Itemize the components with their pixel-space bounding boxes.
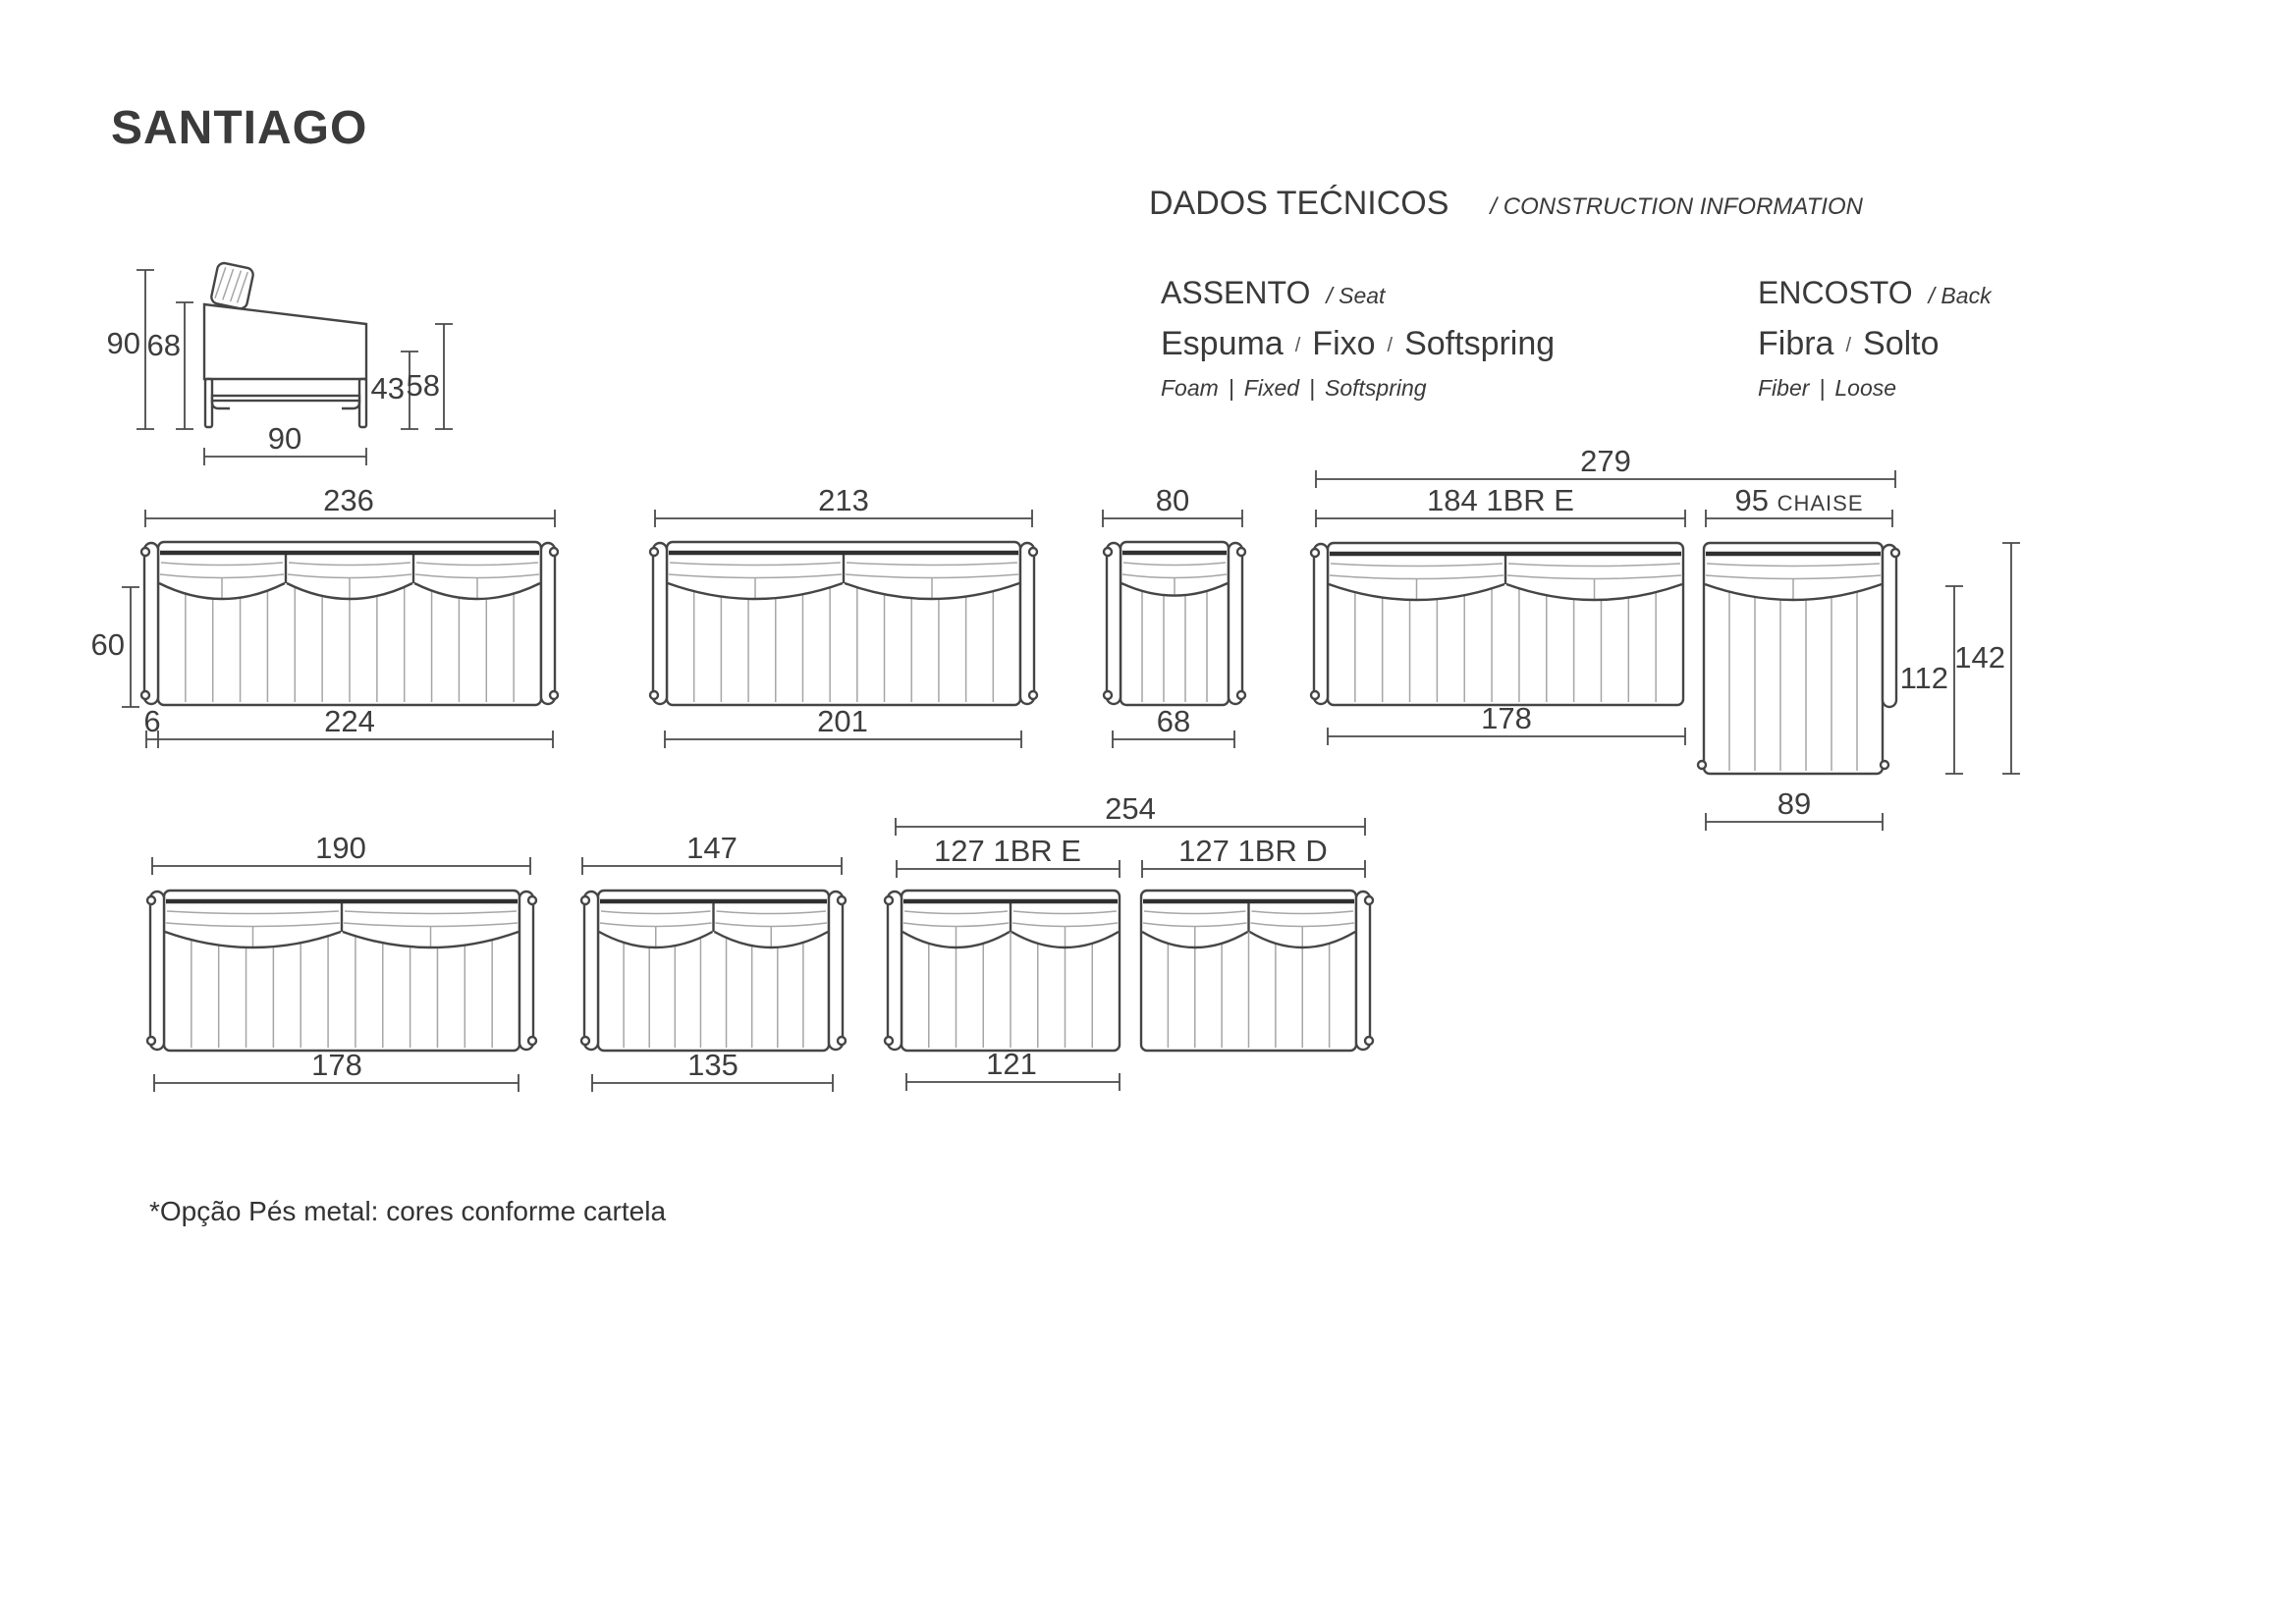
chaise-combo-drawing (1296, 447, 2062, 869)
module-80-drawing (1075, 486, 1272, 771)
diagram-sofa-147 (550, 835, 884, 1124)
dim-label: 190 (315, 835, 366, 865)
leg-dot (650, 691, 658, 699)
dim-label: 90 (106, 326, 140, 361)
dim-label: 80 (1155, 486, 1190, 517)
dim-label: 201 (817, 704, 868, 738)
option-value: Softspring (1325, 375, 1427, 401)
dim-label: 43 (370, 371, 405, 406)
leg-dot (1698, 761, 1706, 769)
dim-label: 254 (1105, 791, 1156, 826)
option-value: Solto (1863, 325, 1940, 362)
leg-dot (1029, 691, 1037, 699)
pair-127-drawing (874, 781, 1394, 1124)
leg-dot (650, 548, 658, 556)
arm-right (1356, 892, 1370, 1050)
diagram-sofa-236 (83, 486, 594, 776)
option-value: Fibra (1758, 325, 1834, 362)
option-separator: | (1819, 375, 1826, 401)
option-value: Fiber (1758, 375, 1810, 401)
option-separator: / (1294, 335, 1301, 356)
arm-left (1107, 543, 1121, 704)
base-rail (212, 396, 359, 401)
arm-left (1314, 544, 1328, 704)
dim-label: 68 (1156, 704, 1191, 738)
dim-label: 127 1BR E (934, 834, 1081, 868)
seat-label-pt: ASSENTO (1161, 275, 1311, 310)
leg-dot (141, 691, 149, 699)
leg-dot (838, 1037, 846, 1045)
leg-dot (1104, 691, 1112, 699)
leg-dot (550, 691, 558, 699)
leg-dot (147, 896, 155, 904)
diagram-module-80 (1075, 486, 1272, 776)
leg-dot (1891, 549, 1899, 557)
leg-dot (838, 896, 846, 904)
rail-hook-right (342, 401, 359, 408)
leg-dot (1029, 548, 1037, 556)
sofa-body (1121, 542, 1229, 705)
arm-left (584, 892, 598, 1050)
option-separator: | (1309, 375, 1316, 401)
option-value: Loose (1834, 375, 1897, 401)
dim-label: 142 (1954, 640, 2005, 676)
dim-label: 135 (687, 1048, 738, 1082)
back-options-pt (1758, 325, 1992, 363)
option-value: Espuma (1161, 325, 1284, 362)
headrest-cushion (210, 262, 254, 310)
tech-heading-en: / CONSTRUCTION INFORMATION (1490, 193, 1863, 220)
leg-dot (147, 1037, 155, 1045)
back-label-row (1758, 275, 1992, 311)
dim-label: 279 (1580, 447, 1631, 478)
dim-label: 213 (818, 486, 869, 517)
leg-dot (885, 1037, 893, 1045)
dim-label: 95 CHAISE (1734, 483, 1864, 517)
leg-dot (1311, 691, 1319, 699)
dim-label: 60 (90, 627, 125, 663)
sofa-side-body (204, 304, 366, 379)
back-label-pt: ENCOSTO (1758, 275, 1913, 310)
rail-hook-left (212, 401, 230, 408)
dim-label: 184 1BR E (1427, 483, 1574, 517)
back-label-en: / Back (1928, 283, 1992, 308)
option-value: Softspring (1404, 325, 1556, 362)
option-separator: / (1845, 335, 1852, 356)
leg-dot (1237, 548, 1245, 556)
arm-right (541, 543, 555, 704)
sofa-213-drawing (624, 486, 1046, 771)
footnote: *Opção Pés metal: cores conforme cartela (149, 1196, 667, 1226)
leg-dot (141, 548, 149, 556)
seat-options-pt (1161, 325, 1555, 363)
option-separator: / (1387, 335, 1394, 356)
dim-label: 90 (267, 421, 302, 456)
leg-dot (1365, 896, 1373, 904)
side-view-drawing (83, 250, 476, 476)
dim-label: 224 (324, 704, 375, 738)
dim-label: 112 (1899, 661, 1948, 696)
sofa-236-drawing (83, 486, 594, 771)
leg-dot (885, 896, 893, 904)
option-value: Fixed (1243, 375, 1300, 401)
headrest-cushion-outline (210, 262, 254, 310)
leg-dot (528, 896, 536, 904)
arm-right (829, 892, 843, 1050)
leg-dot (581, 1037, 589, 1045)
arm-left (144, 543, 158, 704)
option-separator: | (1228, 375, 1234, 401)
dim-label: 58 (406, 368, 440, 404)
seat-label-row (1161, 275, 1555, 311)
arm-left (888, 892, 902, 1050)
dim-label: 178 (1481, 701, 1532, 735)
tech-info-heading (1149, 185, 1863, 223)
dim-label: 178 (311, 1048, 362, 1082)
dim-label: 127 1BR D (1178, 834, 1328, 868)
arm-right (1229, 543, 1242, 704)
diagram-chaise-combo (1296, 447, 2062, 874)
seat-spec-block (1161, 275, 1555, 402)
dim-label: 68 (146, 328, 181, 363)
leg-dot (1104, 548, 1112, 556)
arm-right-chaise (1883, 545, 1896, 707)
diagram-sofa-213 (624, 486, 1046, 776)
diagram-pair-127 (874, 781, 1394, 1129)
leg-dot (1881, 761, 1888, 769)
leg-dot (528, 1037, 536, 1045)
option-value: Fixo (1312, 325, 1376, 362)
leg-dot (1311, 549, 1319, 557)
leg-dot (1365, 1037, 1373, 1045)
arm-right (519, 892, 533, 1050)
back-options-en (1758, 375, 1992, 402)
leg-dot (1237, 691, 1245, 699)
arm-right (1020, 543, 1034, 704)
sofa-147-drawing (550, 835, 884, 1119)
page-title: SANTIAGO (111, 102, 368, 154)
arm-left (150, 892, 164, 1050)
seat-options-en (1161, 375, 1555, 402)
leg-dot (550, 548, 558, 556)
dim-label: 89 (1777, 786, 1812, 821)
dim-label: 6 (143, 704, 161, 738)
sofa-190-drawing (83, 835, 594, 1119)
back-spec-block (1758, 275, 1992, 402)
dim-label: 121 (986, 1047, 1037, 1081)
seat-label-en: / Seat (1326, 283, 1386, 308)
dim-label: 147 (686, 835, 738, 865)
diagram-side-view (83, 250, 476, 481)
dim-label: 236 (323, 486, 374, 517)
tech-heading-pt: DADOS TEĆNICOS (1149, 185, 1449, 222)
option-value: Foam (1161, 375, 1219, 401)
diagram-sofa-190 (83, 835, 594, 1124)
leg-dot (581, 896, 589, 904)
arm-left (653, 543, 667, 704)
